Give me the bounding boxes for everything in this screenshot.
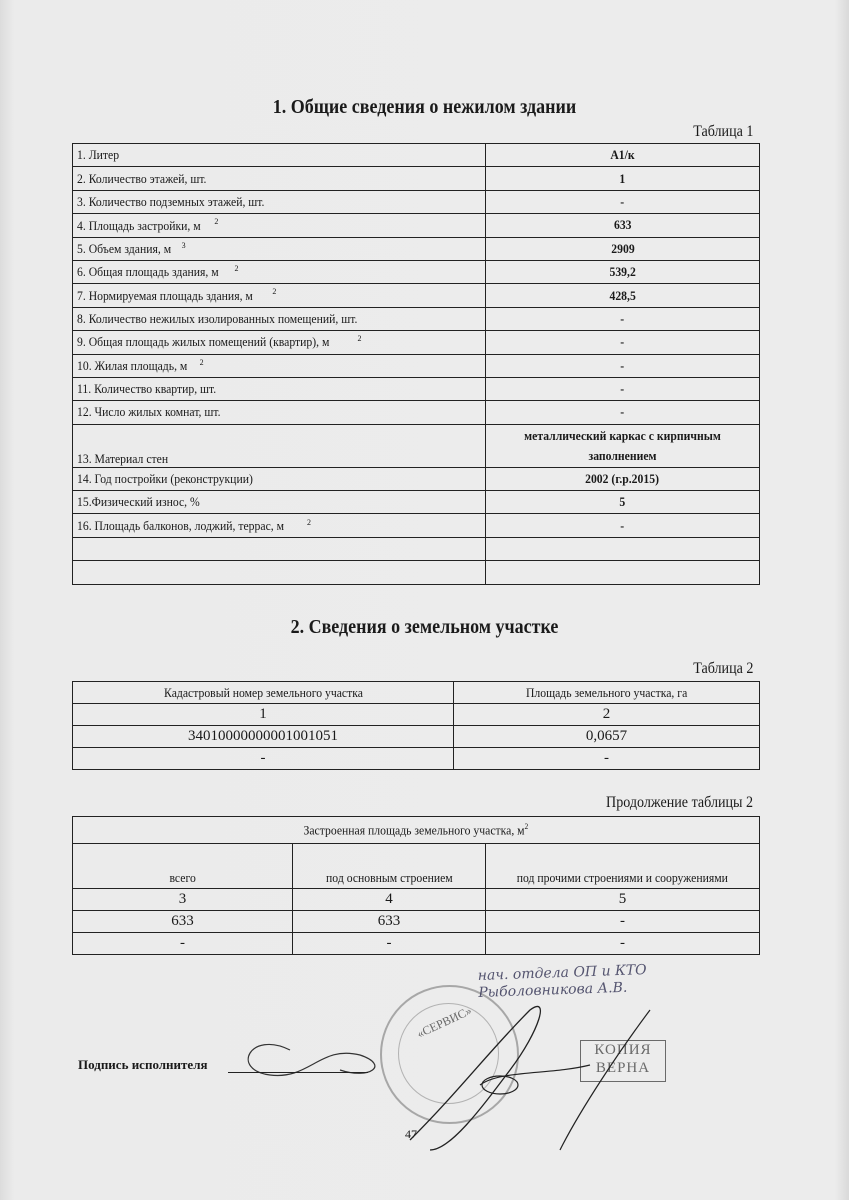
row-label [73,561,486,584]
table-row [73,167,760,190]
row-label: 15.Физический износ, % [73,491,486,514]
row-label: 10. Жилая площадь, м $^2$ [73,354,486,377]
row-value: 2002 (г.р.2015) [486,467,760,490]
row-value: 539,2 [486,260,760,283]
row-label: 5. Объем здания, м $^3$ [73,237,486,260]
row-label: 1. Литер [73,144,486,167]
table-header-row [73,844,760,889]
table2-caption: Таблица 2 [692,660,753,677]
row-value [486,537,760,560]
row-value: 2909 [486,237,760,260]
row-label: 16. Площадь балконов, лоджий, террас, м $^2$ [73,514,486,537]
table-row [73,260,760,283]
table-row [73,401,760,424]
table-row [73,748,760,770]
row-value: - [486,514,760,537]
land-plot-table [72,681,760,770]
row-value: - [486,354,760,377]
table-row [73,467,760,490]
table-row [73,514,760,537]
row-value: - [486,401,760,424]
group-header-row [73,817,760,844]
seal-text: «СЕРВИС» [414,1003,474,1041]
page-number: 47 [405,1127,417,1141]
table-row [73,561,760,584]
header-other-buildings: под прочими строениями и сооружениями [486,844,760,889]
row-value: 633 [486,214,760,237]
table-row [73,491,760,514]
main-building-value: 633 [293,911,486,933]
row-label [73,537,486,560]
handwritten-note-line1: нач. отдела ОП и КТО [477,962,647,984]
header-main-building: под основным строением [293,844,486,889]
col-number: 2 [454,704,760,726]
col-number: 1 [73,704,454,726]
row-value: - [486,307,760,330]
stamp-line2: ВЕРНА [595,1060,651,1076]
group-header: Застроенная площадь земельного участка, $м^2$ [73,817,760,844]
section1-title: 1. Общие сведения о нежилом здании [272,96,577,118]
table-row [73,144,760,167]
row-value [486,561,760,584]
table-row [73,537,760,560]
table-header-row [73,682,760,704]
other-buildings-value: - [486,911,760,933]
table-row [73,933,760,955]
cadastral-number: - [73,748,454,770]
header-total: всего [73,844,293,889]
column-number-row [73,704,760,726]
row-label: 14. Год постройки (реконструкции) [73,467,486,490]
table-row [73,911,760,933]
table-row [73,190,760,213]
table-row [73,424,760,467]
row-value: - [486,331,760,354]
table-row [73,307,760,330]
table2-continuation-caption: Продолжение таблицы 2 [605,794,753,811]
row-value: металлический каркас с кирпичным заполнением [486,424,760,467]
table-row [73,237,760,260]
built-area-table [72,816,760,955]
other-buildings-value: - [486,933,760,955]
row-label: 13. Материал стен [73,424,486,467]
table1-caption: Таблица 1 [692,123,753,140]
header-cadastral-number: Кадастровый номер земельного участка [73,682,454,704]
building-info-table [72,143,760,585]
signature-label: Подпись исполнителя [78,1057,208,1072]
col-number: 4 [293,889,486,911]
table-row [73,284,760,307]
table-row [73,331,760,354]
row-label: 11. Количество квартир, шт. [73,377,486,400]
row-value: - [486,190,760,213]
table-row [73,354,760,377]
cadastral-number: 34010000000001001051 [73,726,454,748]
row-label: 7. Нормируемая площадь здания, м $^2$ [73,284,486,307]
table-row [73,726,760,748]
total-value: - [73,933,293,955]
row-label: 8. Количество нежилых изолированных помещений, шт. [73,307,486,330]
col-number: 5 [486,889,760,911]
section2-title: 2. Сведения о земельном участке [290,616,559,638]
stamp-line1: КОПИЯ [594,1042,652,1058]
row-label: 3. Количество подземных этажей, шт. [73,190,486,213]
handwritten-note-line2: Рыболовникова А.В. [478,979,628,1001]
row-label: 6. Общая площадь здания, м $^2$ [73,260,486,283]
column-number-row [73,889,760,911]
plot-area: - [454,748,760,770]
row-label: 2. Количество этажей, шт. [73,167,486,190]
row-value: 428,5 [486,284,760,307]
handwritten-signature-icon [230,990,680,1160]
row-value: А1/к [486,144,760,167]
row-value: - [486,377,760,400]
col-number: 3 [73,889,293,911]
main-building-value: - [293,933,486,955]
row-label: 4. Площадь застройки, м $^2$ [73,214,486,237]
total-value: 633 [73,911,293,933]
row-label: 9. Общая площадь жилых помещений (квартир), м $^2$ [73,331,486,354]
table-row [73,377,760,400]
header-plot-area: Площадь земельного участка, га [454,682,760,704]
signature-line [228,1072,368,1073]
table-row [73,214,760,237]
plot-area: 0,0657 [454,726,760,748]
row-value: 1 [486,167,760,190]
row-label: 12. Число жилых комнат, шт. [73,401,486,424]
row-value: 5 [486,491,760,514]
